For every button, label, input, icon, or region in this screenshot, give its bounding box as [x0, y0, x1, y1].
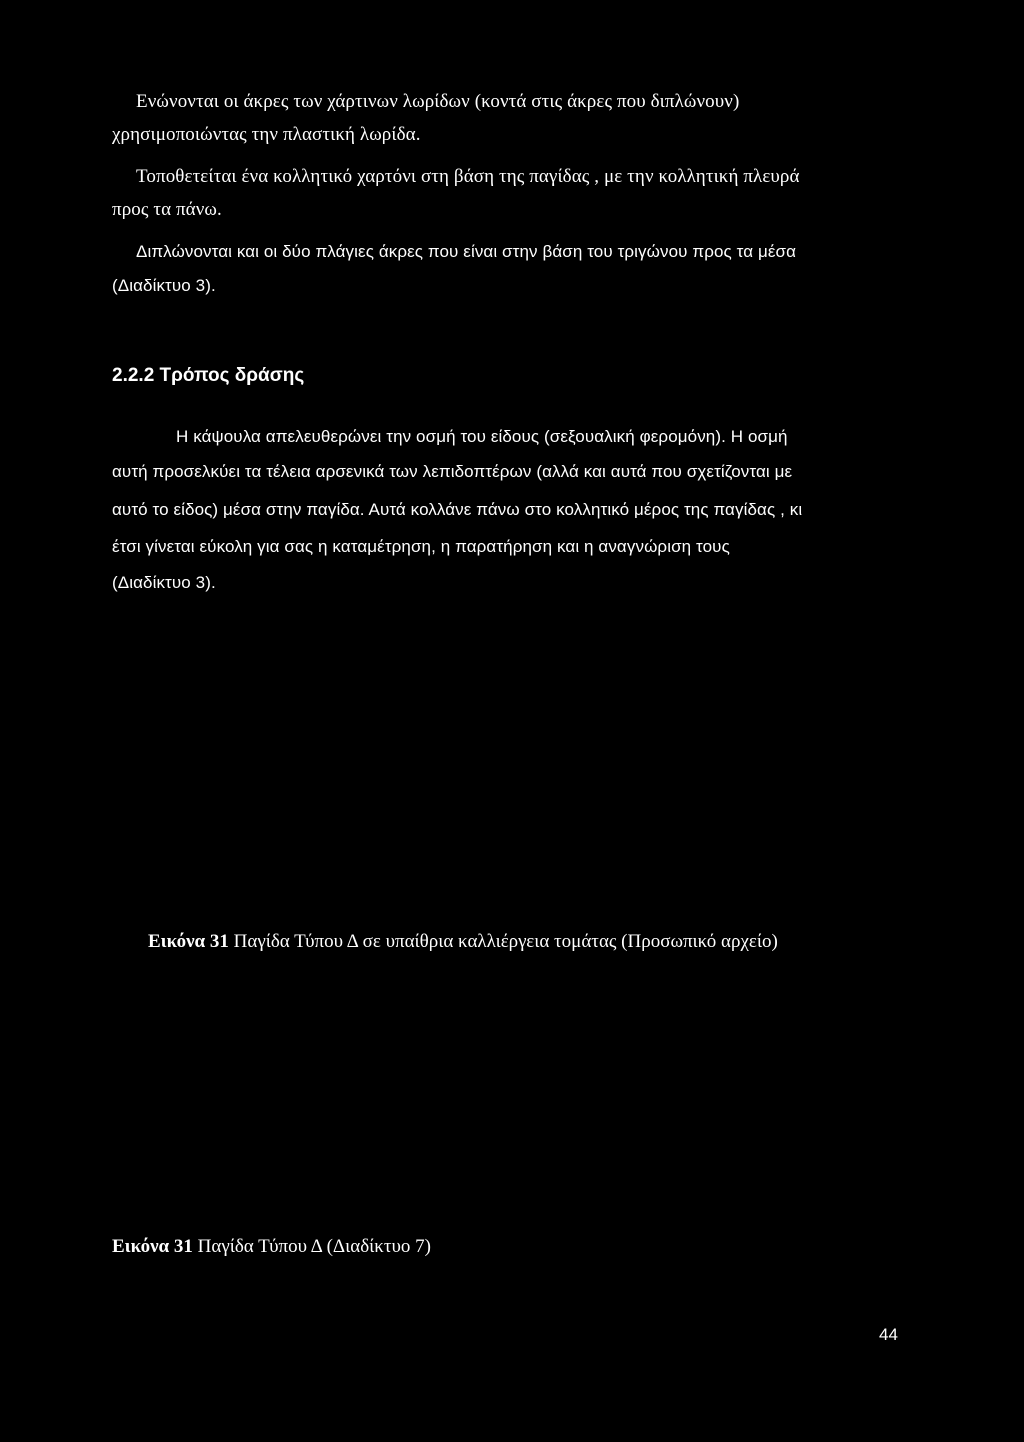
figure-caption [148, 930, 778, 954]
body-line: (Διαδίκτυο 3). [112, 276, 216, 295]
page-number: 44 [879, 1325, 898, 1344]
body-line: προς τα πάνω. [112, 199, 222, 220]
figure-caption [112, 1235, 431, 1259]
figure-label: Εικόνα 31 [112, 1236, 193, 1257]
body-line: χρησιμοποιώντας την πλαστική λωρίδα. [112, 124, 421, 145]
body-line: Διπλώνονται και οι δύο πλάγιες άκρες που είναι στην βάση του τριγώνου προς τα μέσα [136, 242, 797, 261]
body-line: αυτό το είδος) μέσα στην παγίδα. Αυτά κολλάνε πάνω στο κολλητικό μέρος της παγίδας , κι [112, 500, 803, 519]
figure-label: Εικόνα 31 [148, 931, 229, 952]
figure-caption-text: Παγίδα Τύπου Δ σε υπαίθρια καλλιέργεια τομάτας (Προσωπικό αρχείο) [228, 931, 778, 952]
body-line: (Διαδίκτυο 3). [112, 573, 216, 592]
body-line: αυτή προσελκύει τα τέλεια αρσενικά των λεπιδοπτέρων (αλλά και αυτά που σχετίζονται με [112, 462, 793, 481]
body-line: Η κάψουλα απελευθερώνει την οσμή του είδους (σεξουαλική φερομόνη). Η οσμή [176, 427, 788, 446]
body-line: Ενώνονται οι άκρες των χάρτινων λωρίδων (κοντά στις άκρες που διπλώνουν) [136, 91, 740, 112]
body-line: έτσι γίνεται εύκολη για σας η καταμέτρηση, η παρατήρηση και η αναγνώριση τους [112, 537, 730, 556]
figure-caption-text: Παγίδα Τύπου Δ (Διαδίκτυο 7) [192, 1236, 431, 1257]
body-line: Τοποθετείται ένα κολλητικό χαρτόνι στη βάση της παγίδας , με την κολλητική πλευρά [136, 166, 800, 187]
section-heading: 2.2.2 Τρόπος δράσης [112, 365, 305, 386]
